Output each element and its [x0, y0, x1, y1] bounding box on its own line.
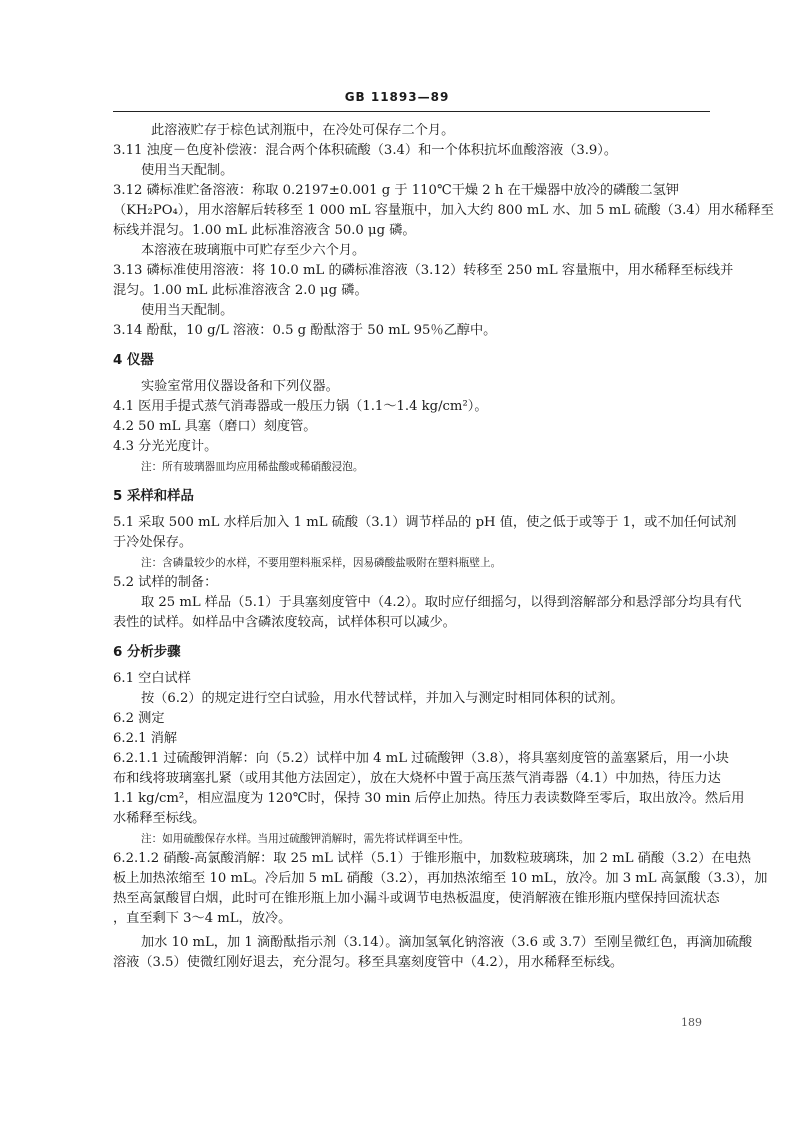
clause-5-1: 5.1 采取 500 mL 水样后加入 1 mL 硫酸（3.1）调节样品的 pH 值，使之低于或等于 1，或不加任何试剂 [113, 515, 737, 530]
note: 注：含磷量较少的水样，不要用塑料瓶采样，因易磷酸盐吸附在塑料瓶壁上。 [141, 557, 502, 569]
clause-6-2-1: 6.2.1 消解 [113, 731, 178, 746]
body-line: 使用当天配制。 [141, 303, 234, 318]
clause-4-2: 4.2 50 mL 具塞（磨口）刻度管。 [113, 419, 317, 434]
section-heading-5: 5 采样和样品 [113, 489, 194, 504]
page-number: 189 [681, 1016, 702, 1029]
body-line: 取 25 mL 样品（5.1）于具塞刻度管中（4.2）。取时应仔细摇匀，以得到溶解部分和悬浮部分均具有代 [141, 595, 742, 610]
body-line: （KH₂PO₄），用水溶解后转移至 1 000 mL 容量瓶中，加入大约 800 mL 水、加 5 mL 硫酸（3.4）用水稀释至 [113, 203, 774, 218]
clause-6-2-1-1: 6.2.1.1 过硫酸钾消解：向（5.2）试样中加 4 mL 过硫酸钾（3.8），将具塞刻度管的盖塞紧后，用一小块 [113, 751, 729, 766]
clause-5-2: 5.2 试样的制备： [113, 575, 218, 590]
body-line: 布和线将玻璃塞扎紧（或用其他方法固定），放在大烧杯中置于高压蒸气消毒器（4.1）中加热，待压力达 [113, 771, 721, 786]
body-line: 溶液（3.5）使微红刚好退去，充分混匀。移至具塞刻度管中（4.2），用水稀释至标线。 [113, 955, 624, 970]
body-line: 本溶液在玻璃瓶中可贮存至少六个月。 [141, 243, 366, 258]
document-body [113, 121, 774, 973]
note: 注：如用硫酸保存水样。当用过硫酸钾消解时，需先将试样调至中性。 [141, 833, 470, 845]
clause-3-11: 3.11 浊度－色度补偿液：混合两个体积硫酸（3.4）和一个体积抗坏血酸溶液（3.9）。 [113, 143, 618, 158]
standard-number-header: GB 11893—89 [344, 90, 450, 104]
body-line: 表性的试样。如样品中含磷浓度较高，试样体积可以减少。 [113, 615, 456, 630]
body-line: 标线并混匀。1.00 mL 此标准溶液含 50.0 μg 磷。 [113, 223, 416, 238]
header-rule [113, 111, 710, 112]
body-line: 使用当天配制。 [141, 163, 234, 178]
clause-3-12: 3.12 磷标准贮备溶液：称取 0.2197±0.001 g 于 110℃干燥 2 h 在干燥器中放冷的磷酸二氢钾 [113, 183, 679, 198]
section-heading-4: 4 仪器 [113, 353, 154, 368]
body-line: 加水 10 mL，加 1 滴酚酞指示剂（3.14）。滴加氢氧化钠溶液（3.6 或 3.7）至刚呈微红色，再滴加硫酸 [141, 935, 753, 950]
body-line: 此溶液贮存于棕色试剂瓶中，在冷处可保存二个月。 [151, 123, 455, 138]
body-line: 按（6.2）的规定进行空白试验，用水代替试样，并加入与测定时相同体积的试剂。 [141, 691, 624, 706]
body-line: 1.1 kg/cm²，相应温度为 120℃时，保持 30 min 后停止加热。待压力表读数降至零后，取出放冷。然后用 [113, 791, 745, 806]
body-line: ，直至剩下 3～4 mL，放冷。 [113, 911, 292, 926]
clause-4-3: 4.3 分光光度计。 [113, 439, 218, 454]
section-heading-6: 6 分析步骤 [113, 645, 181, 660]
body-line: 热至高氯酸冒白烟，此时可在锥形瓶上加小漏斗或调节电热板温度，使消解液在锥形瓶内壁保持回流状态 [113, 891, 720, 906]
body-line: 板上加热浓缩至 10 mL。冷后加 5 mL 硝酸（3.2），再加热浓缩至 10 mL，放冷。加 3 mL 高氯酸（3.3），加 [113, 871, 768, 886]
clause-6-2-1-2: 6.2.1.2 硝酸-高氯酸消解：取 25 mL 试样（5.1）于锥形瓶中，加数粒玻璃珠，加 2 mL 硝酸（3.2）在电热 [113, 851, 751, 866]
body-line: 水稀释至标线。 [113, 811, 206, 826]
note: 注：所有玻璃器皿均应用稀盐酸或稀硝酸浸泡。 [141, 461, 364, 473]
clause-3-14: 3.14 酚酞，10 g/L 溶液：0.5 g 酚酞溶于 50 mL 95％乙醇中。 [113, 323, 497, 338]
clause-4-1: 4.1 医用手提式蒸气消毒器或一般压力锅（1.1～1.4 kg/cm²）。 [113, 399, 488, 414]
body-line: 于冷处保存。 [113, 535, 193, 550]
body-line: 混匀。1.00 mL 此标准溶液含 2.0 μg 磷。 [113, 283, 368, 298]
clause-6-1: 6.1 空白试样 [113, 671, 191, 686]
clause-3-13: 3.13 磷标准使用溶液：将 10.0 mL 的磷标准溶液（3.12）转移至 250 mL 容量瓶中，用水稀释至标线并 [113, 263, 734, 278]
clause-6-2: 6.2 测定 [113, 711, 165, 726]
body-line: 实验室常用仪器设备和下列仪器。 [141, 379, 339, 394]
